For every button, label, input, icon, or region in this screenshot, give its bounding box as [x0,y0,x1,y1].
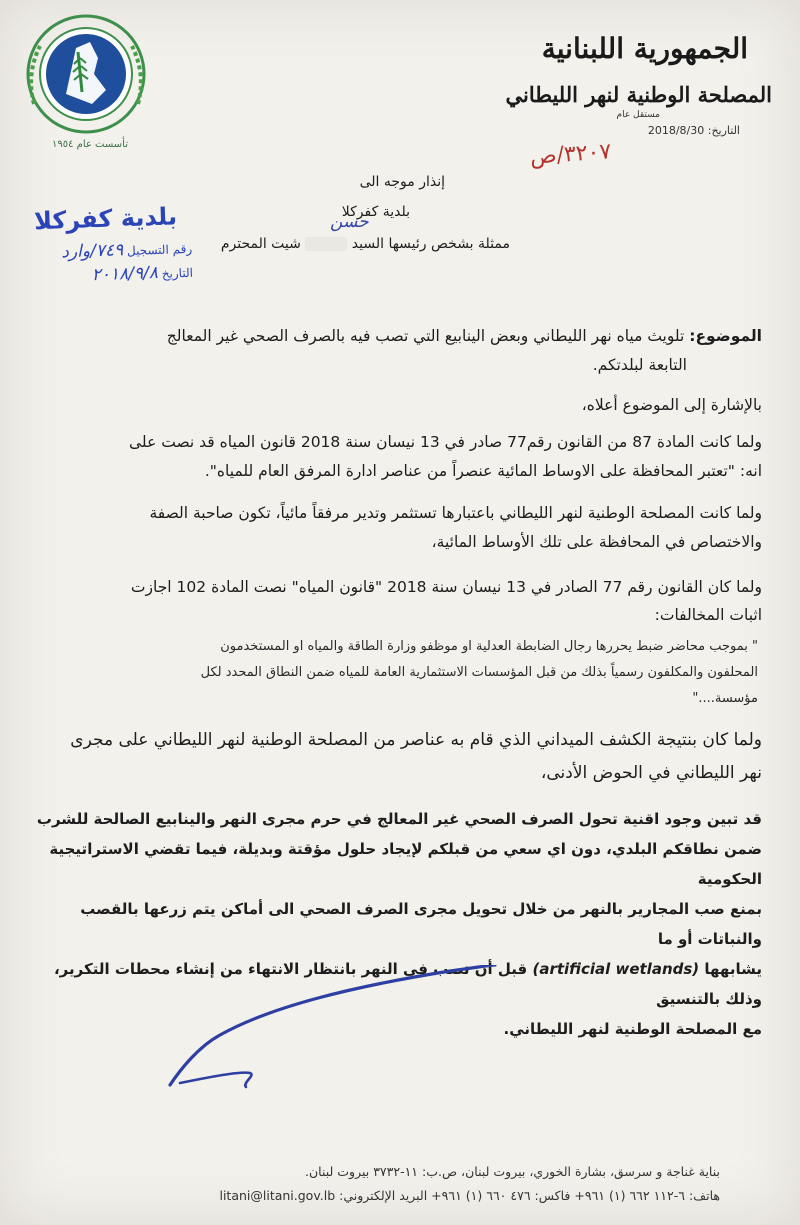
republic-title: الجمهورية اللبنانية [541,32,748,65]
date-value: 2018/8/30 [647,124,705,137]
stamp-reg [61,238,192,263]
footer-address: بناية غناجة و سرسق، بشارة الخوري، بيروت لبنان، ص.ب: ١١-٣٧٣٢ بيروت لبنان. [305,1164,720,1179]
para-article-87 [32,428,762,485]
date-label: التاريخ: [707,124,740,137]
para-findings-l4a: يشابهها [704,960,762,979]
subject-label: الموضوع: [689,327,762,345]
stamp-reg-label: رقم التسجيل [126,241,193,259]
legal-quote-l3: مؤسسة...." [692,691,758,707]
subject-text: تلويث مياه نهر الليطاني وبعض الينابيع التي تصب فيه بالصرف الصحي غير المعالج [166,327,685,345]
footer-contact: هاتف: ٦-١١٢ ٦٦٢ (١) ٩٦١+ فاكس: ٤٧٦ ٦٦٠ (١) ٩٦١+ البريد الإلكتروني: litani@litani.gov.lb [219,1188,720,1203]
authority-sub: مستقل عام [616,110,660,120]
artificial-wetlands-term: (artificial wetlands) [532,960,700,979]
letter-body [32,322,762,1044]
subject-line-2: التابعة لبلدتكم. [592,355,687,374]
para-findings-l1: قد تبين وجود اقنية تحول الصرف الصحي غير المعالج في حرم مجرى النهر والينابيع الصالحة للشرب [36,810,762,829]
para-findings-l4b: قبل أن تصب في النهر بانتظار الانتهاء من إنشاء محطات التكرير، وذلك بالتنسيق [53,960,762,1009]
logo-bottom-text: تأسست عام ١٩٥٤ [52,139,128,150]
para-article-102-l2: اثبات المخالفات: [654,606,762,625]
stamp-date-label: التاريخ [161,265,194,281]
letter-date [648,124,740,137]
logo-emblem-icon [20,8,152,158]
signature-icon [150,965,510,1105]
para-inspection-l1: ولما كان بنتيجة الكشف الميداني الذي قام به عناصر من المصلحة الوطنية لنهر الليطاني على مجرى [70,730,762,751]
legal-quote-l1: " بموجب محاضر ضبط يحررها رجال الضابطة العدلية او موظفو وزارة الطاقة والمياه او المستخدمون [220,639,758,655]
para-inspection-l2: نهر الليطاني في الحوض الأدنى، [540,763,762,784]
recipient-rep-text: ممثلة بشخص رئيسها السيد [351,236,510,252]
redacted-name [305,237,347,251]
handwritten-reference: ٣٢٠٧/ص [529,139,613,170]
subject-line [32,322,762,351]
recipient-rep-suffix: شيت المحترم [220,236,301,252]
stamp-date-value: ٢٠١٨/٩/٨ [91,262,159,286]
para-authority [32,499,762,556]
para-article-102 [32,573,762,630]
para-article-87-l2: انه: "تعتبر المحافظة على الاوساط المائية عنصراً من عناصر ادارة المرفق العام للمياه". [204,461,762,480]
para-inspection [32,724,762,790]
legal-quote [32,634,762,712]
municipality-stamp [0,202,201,294]
legal-quote-l2: المحلفون والمكلفون رسمياً بذلك من قبل المؤسسات الاستثمارية العامة للمياه ضمن النطاق المحدد لكل [200,665,758,681]
recipient-representative [221,232,510,258]
para-findings-l3: بمنع صب المجارير بالنهر من خلال تحويل مجرى الصرف الصحي الى أماكن يتم زرعها بالقصب والنباتات أو ما [80,900,762,949]
stamp-reg-value: ٧٤٩/وارد [60,240,124,263]
stamp-municipality: بلدية كفركلا [33,202,178,236]
para-authority-l2: والاختصاص في المحافظة على تلك الأوساط المائية، [431,533,762,552]
warning-title: إنذار موجه الى [359,174,445,190]
recipient-municipality: بلدية كفركلا [341,204,410,220]
handwritten-name: حسن [330,212,369,232]
para-findings-l5: مع المصلحة الوطنية لنهر الليطاني. [503,1020,762,1039]
stamp-date [91,262,193,286]
para-article-102-l1: ولما كان القانون رقم 77 الصادر في 13 نيسان سنة 2018 "قانون المياه" نصت المادة 102 اجازت [130,577,762,596]
authority-title: المصلحة الوطنية لنهر الليطاني [505,82,772,107]
para-authority-l1: ولما كانت المصلحة الوطنية لنهر الليطاني باعتبارها تستثمر وتدير مرفقاً مائياً، تكون صاحبة الصفة [149,504,762,523]
para-findings-l2: ضمن نطاقكم البلدي، دون اي سعي من قبلكم لإيجاد حلول مؤقتة وبديلة، فيما تقضي الاستراتيجية الحكومية [49,840,762,889]
authority-logo [20,8,152,158]
para-reference: بالإشارة إلى الموضوع أعلاه، [581,396,762,415]
para-article-87-l1: ولما كانت المادة 87 من القانون رقم77 صادر في 13 نيسان سنة 2018 قانون المياه قد نصت على [129,433,762,452]
